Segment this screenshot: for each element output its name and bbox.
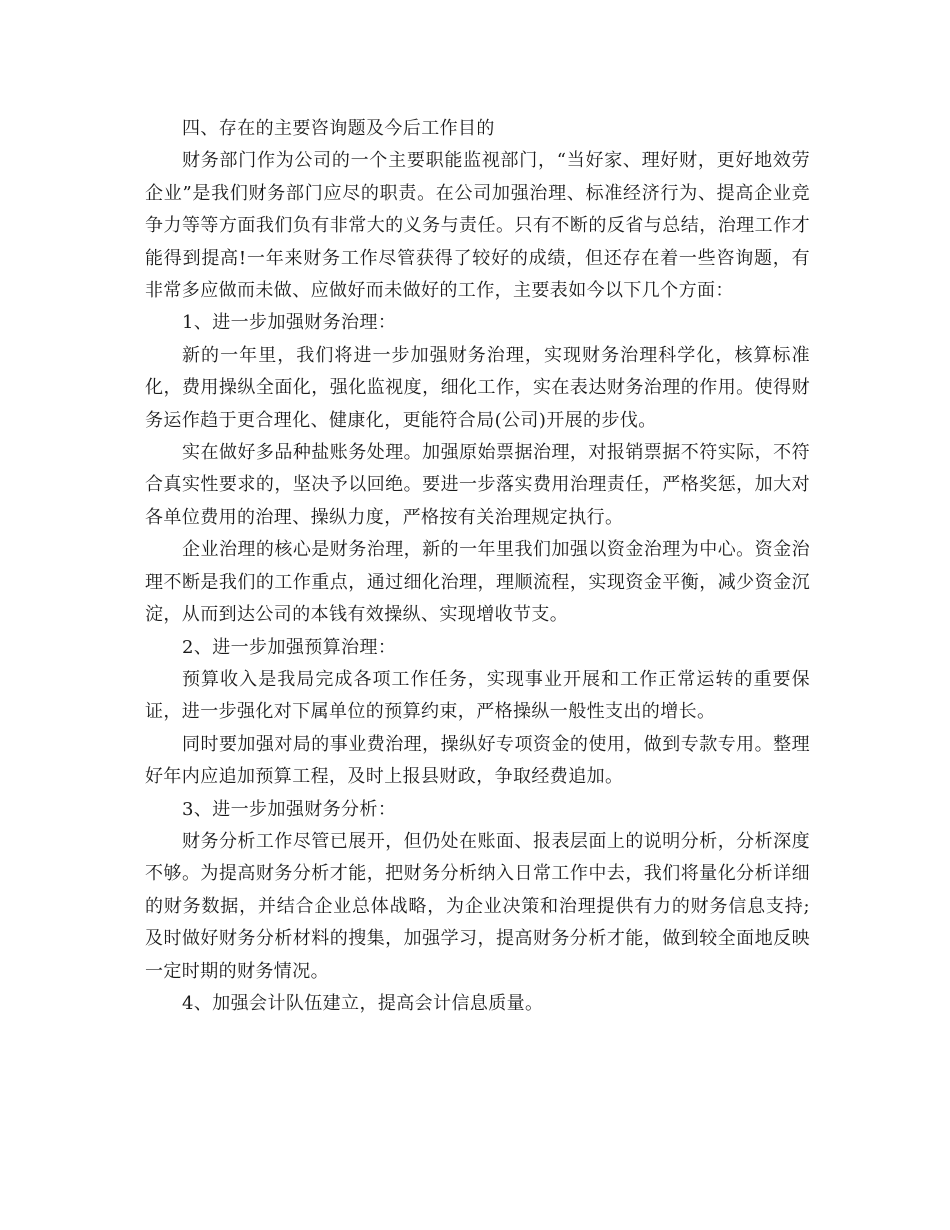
body-paragraph: 财务分析工作尽管已展开，但仍处在账面、报表层面上的说明分析，分析深度不够。为提高财务分析才能，把财务分析纳入日常工作中去，我们将量化分析详细的财务数据，并结合企业总体战略，为企业决策和治理提供有力的财务信息支持;及时做好财务分析材料的搜集，加强学习，提高财务分析才能，做到较全面地反映一定时期的财务情况。 bbox=[145, 830, 810, 982]
body-paragraph: 预算收入是我局完成各项工作任务，实现事业开展和工作正常运转的重要保证，进一步强化对下属单位的预算约束，严格操纵一般性支出的增长。 bbox=[145, 668, 810, 723]
body-paragraph: 财务部门作为公司的一个主要职能监视部门，“当好家、理好财，更好地效劳企业”是我们财务部门应尽的职责。在公司加强治理、标准经济行为、提高企业竞争力等等方面我们负有非常大的义务与责任。只有不断的反省与总结，治理工作才能得到提高!一年来财务工作尽管获得了较好的成绩，但还存在着一些咨询题，有非常多应做而未做、应做好而未做好的工作，主要表如今以下几个方面： bbox=[145, 150, 810, 302]
body-paragraph: 企业治理的核心是财务治理，新的一年里我们加强以资金治理为中心。资金治理不断是我们的工作重点，通过细化治理，理顺流程，实现资金平衡，减少资金沉淀，从而到达公司的本钱有效操纵、实现增收节支。 bbox=[145, 539, 810, 626]
body-paragraph: 新的一年里，我们将进一步加强财务治理，实现财务治理科学化，核算标准化，费用操纵全面化，强化监视度，细化工作，实在表达财务治理的作用。使得财务运作趋于更合理化、健康化，更能符合局(公司)开展的步伐。 bbox=[145, 344, 810, 431]
subheading: 3、进一步加强财务分析： bbox=[182, 798, 397, 820]
subheading: 1、进一步加强财务治理： bbox=[182, 312, 397, 334]
document-body bbox=[145, 113, 810, 1020]
body-paragraph: 同时要加强对局的事业费治理，操纵好专项资金的使用，做到专款专用。整理好年内应追加预算工程，及时上报县财政，争取经费追加。 bbox=[145, 733, 810, 788]
body-paragraph: 实在做好多品种盐账务处理。加强原始票据治理，对报销票据不符实际，不符合真实性要求的，坚决予以回绝。要进一步落实费用治理责任，严格奖惩，加大对各单位费用的治理、操纵力度，严格按有关治理规定执行。 bbox=[145, 442, 810, 528]
subheading: 4、加强会计队伍建立，提高会计信息质量。 bbox=[182, 992, 544, 1014]
subheading: 2、进一步加强预算治理： bbox=[182, 636, 397, 658]
section-heading: 四、存在的主要咨询题及今后工作目的 bbox=[182, 118, 495, 139]
